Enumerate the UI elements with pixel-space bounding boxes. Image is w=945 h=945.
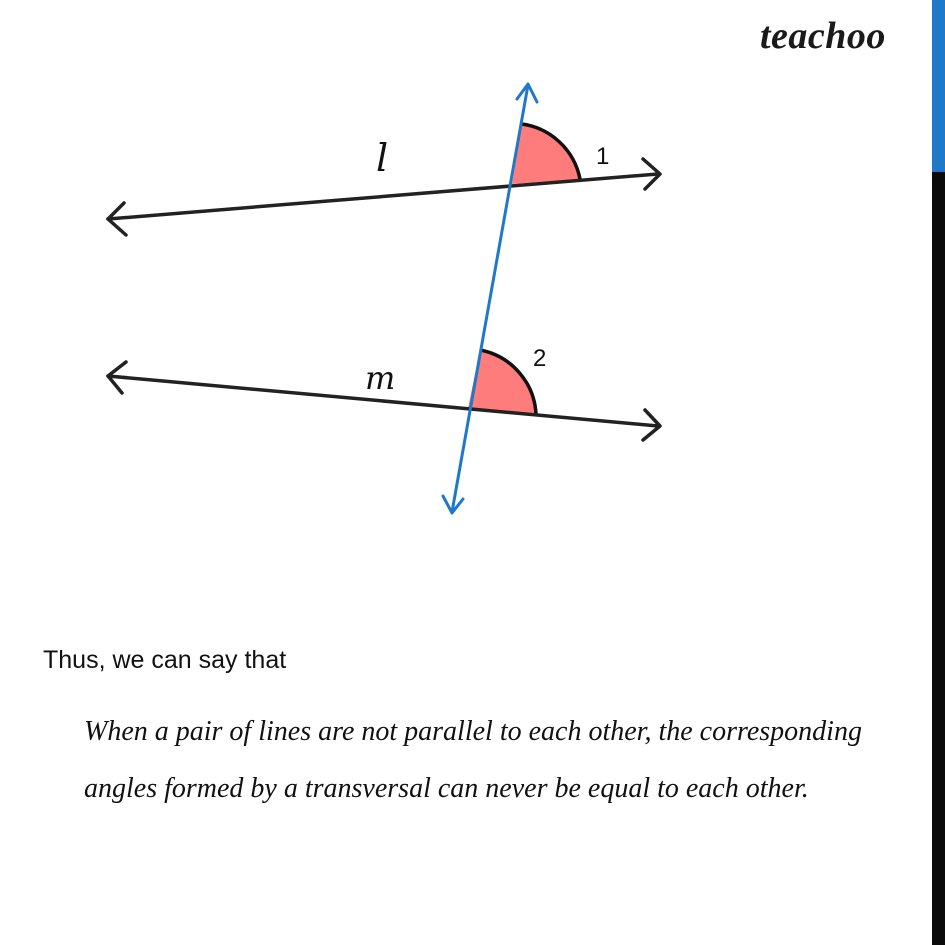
line-l-label: l (376, 136, 389, 180)
line-m-label: m (365, 359, 396, 397)
right-sidebar (932, 0, 945, 945)
intro-text: Thus, we can say that (43, 646, 287, 674)
angle-2-label: 2 (533, 345, 547, 372)
angle-1-label: 1 (596, 143, 610, 170)
teachoo-logo: teachoo (760, 15, 886, 57)
sidebar-accent (932, 0, 945, 172)
conclusion-statement: When a pair of lines are not parallel to each other, the corresponding angles formed by a transversal can never be equal to each other. (84, 716, 862, 804)
